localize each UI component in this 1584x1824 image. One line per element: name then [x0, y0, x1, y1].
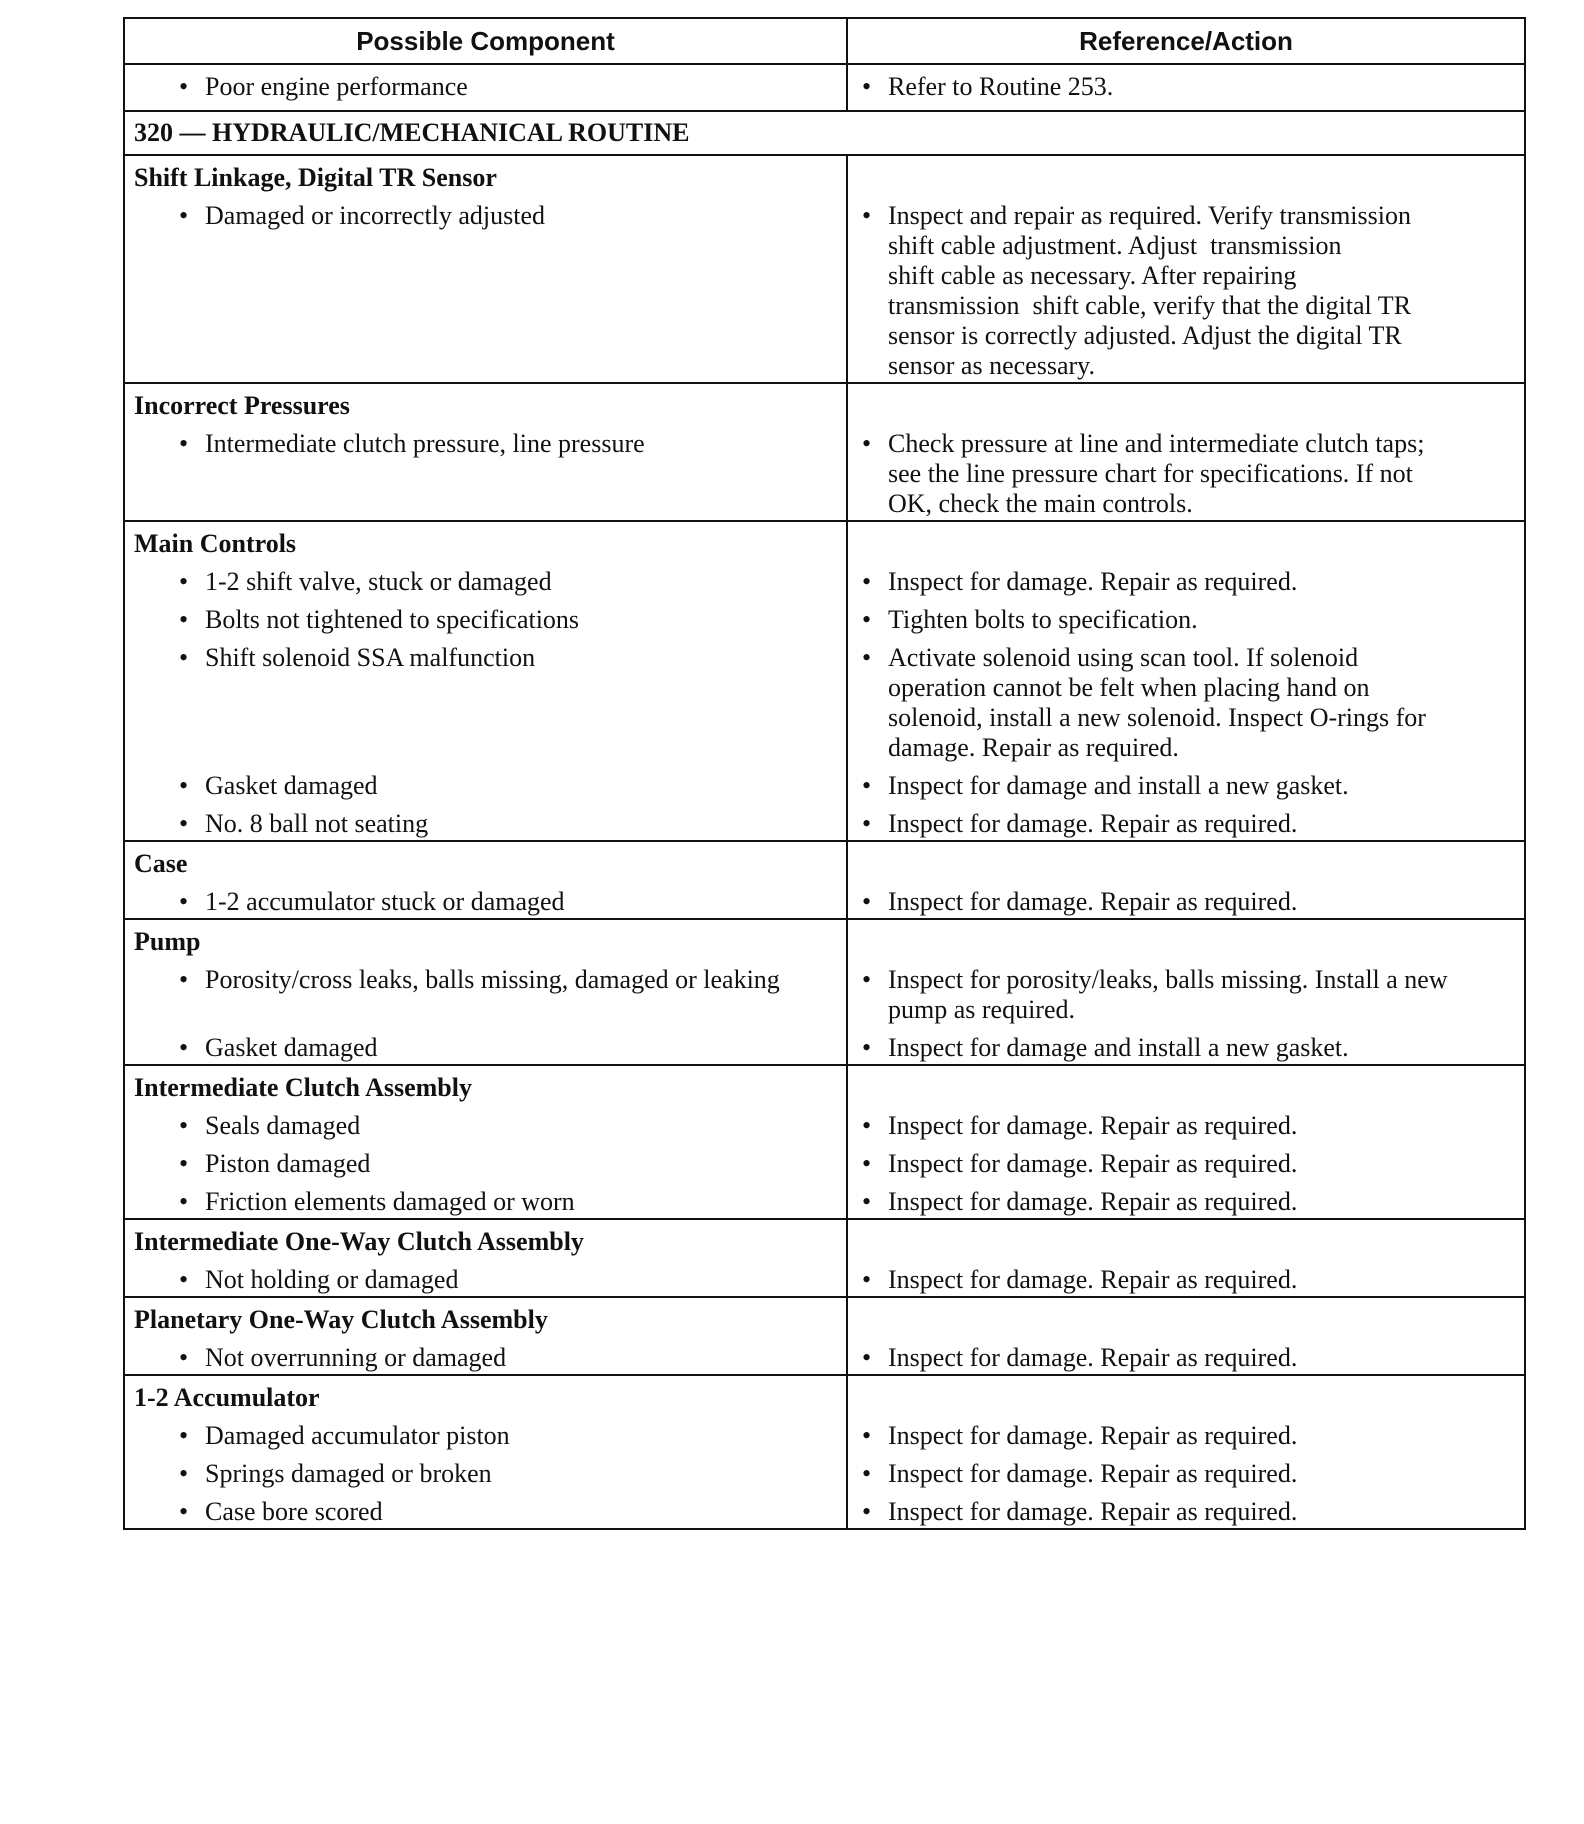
- title-spacer: [848, 522, 1524, 560]
- action-column: [848, 1376, 1524, 1528]
- bullet-icon: •: [862, 201, 872, 230]
- bullet-icon: •: [862, 1343, 872, 1372]
- component-item: [125, 422, 846, 520]
- component-text: Damaged accumulator piston: [205, 1421, 510, 1450]
- bullet-icon: •: [179, 605, 189, 634]
- action-line: Inspect for damage. Repair as required.: [888, 1265, 1298, 1294]
- action-line: OK, check the main controls.: [888, 489, 1193, 518]
- component-text: 1-2 accumulator stuck or damaged: [205, 887, 565, 916]
- section-title: Shift Linkage, Digital TR Sensor: [134, 163, 497, 192]
- component-column: [125, 920, 848, 1064]
- section-title: 1-2 Accumulator: [134, 1383, 320, 1412]
- bullet-icon: •: [179, 1497, 189, 1526]
- action-line: solenoid, install a new solenoid. Inspect O-rings for: [888, 703, 1426, 732]
- title-spacer: [848, 920, 1524, 958]
- bullet-icon: •: [862, 1265, 872, 1294]
- intro-action: [848, 65, 1524, 110]
- action-line: Inspect for damage and install a new gasket.: [888, 1033, 1349, 1062]
- action-item: [848, 802, 1524, 840]
- component-item: [125, 636, 846, 764]
- section-planetary-one-way-clutch-assembly: [125, 1298, 1524, 1376]
- component-item: [125, 880, 846, 918]
- action-item: [848, 1142, 1524, 1180]
- section-intermediate-one-way-clutch-assembly: [125, 1220, 1524, 1298]
- action-column: [848, 920, 1524, 1064]
- bullet-icon: •: [862, 1033, 872, 1062]
- action-line: operation cannot be felt when placing hand on: [888, 673, 1370, 702]
- bullet-icon: •: [179, 1421, 189, 1450]
- title-spacer: [848, 1298, 1524, 1336]
- action-line: Check pressure at line and intermediate clutch taps;: [888, 429, 1425, 458]
- intro-action-text: Refer to Routine 253.: [888, 72, 1114, 101]
- intro-row: [125, 65, 1524, 112]
- action-item: [848, 1026, 1524, 1064]
- bullet-icon: •: [179, 1459, 189, 1488]
- header-possible-component: Possible Component: [125, 19, 848, 63]
- title-spacer: [848, 1220, 1524, 1258]
- component-text: Intermediate clutch pressure, line pressure: [205, 429, 645, 458]
- bullet-icon: •: [862, 1421, 872, 1450]
- action-line: Inspect for damage. Repair as required.: [888, 567, 1298, 596]
- action-column: [848, 156, 1524, 382]
- title-spacer: [848, 1066, 1524, 1104]
- action-item: [848, 1180, 1524, 1218]
- action-line: Inspect for damage and install a new gasket.: [888, 771, 1349, 800]
- component-column: [125, 522, 848, 840]
- action-line: Inspect for damage. Repair as required.: [888, 1459, 1298, 1488]
- component-text: Shift solenoid SSA malfunction: [205, 643, 536, 672]
- section-title: Main Controls: [134, 529, 297, 558]
- action-column: [848, 522, 1524, 840]
- section-title: Pump: [134, 927, 201, 956]
- action-line: Inspect for damage. Repair as required.: [888, 1421, 1298, 1450]
- action-line: shift cable adjustment. Adjust transmission: [888, 231, 1342, 260]
- action-line: pump as required.: [888, 995, 1076, 1024]
- component-column: [125, 1220, 848, 1296]
- intro-component: [125, 65, 846, 110]
- component-item: [125, 1258, 846, 1296]
- bullet-icon: •: [179, 1111, 189, 1140]
- component-column: [125, 1298, 848, 1374]
- action-line: Activate solenoid using scan tool. If solenoid: [888, 643, 1359, 672]
- component-text: Gasket damaged: [205, 1033, 378, 1062]
- bullet-icon: •: [179, 771, 189, 800]
- action-line: sensor as necessary.: [888, 351, 1095, 380]
- action-item: [848, 764, 1524, 802]
- component-item: [125, 1452, 846, 1490]
- bullet-icon: •: [862, 1497, 872, 1526]
- component-item: [125, 560, 846, 598]
- component-text: Damaged or incorrectly adjusted: [205, 201, 546, 230]
- action-line: damage. Repair as required.: [888, 733, 1179, 762]
- component-text: Case bore scored: [205, 1497, 383, 1526]
- section-title: Intermediate Clutch Assembly: [134, 1073, 472, 1102]
- section-title: Intermediate One-Way Clutch Assembly: [134, 1227, 584, 1256]
- bullet-icon: •: [862, 567, 872, 596]
- section-intermediate-clutch-assembly: [125, 1066, 1524, 1220]
- component-item: [125, 598, 846, 636]
- sections-container: [125, 156, 1524, 1528]
- table-header: [125, 19, 1524, 65]
- component-text: Not overrunning or damaged: [205, 1343, 507, 1372]
- bullet-icon: •: [862, 429, 872, 458]
- component-item: [125, 194, 846, 382]
- action-line: Inspect for damage. Repair as required.: [888, 1111, 1298, 1140]
- action-item: [848, 636, 1524, 764]
- bullet-icon: •: [862, 1111, 872, 1140]
- component-item: [125, 1180, 846, 1218]
- bullet-icon: •: [179, 809, 189, 838]
- action-item: [848, 194, 1524, 382]
- bullet-icon: •: [862, 771, 872, 800]
- component-text: Piston damaged: [205, 1149, 371, 1178]
- bullet-icon: •: [179, 1265, 189, 1294]
- component-item: [125, 1104, 846, 1142]
- action-item: [848, 598, 1524, 636]
- component-column: [125, 1066, 848, 1218]
- component-item: [125, 802, 846, 840]
- section-1-2-accumulator: [125, 1376, 1524, 1528]
- header-reference-action: Reference/Action: [1079, 25, 1293, 56]
- action-line: Inspect for damage. Repair as required.: [888, 1343, 1298, 1372]
- title-spacer: [848, 156, 1524, 194]
- title-spacer: [848, 1376, 1524, 1414]
- action-column: [848, 1220, 1524, 1296]
- action-item: [848, 1336, 1524, 1374]
- bullet-icon: •: [179, 1033, 189, 1062]
- title-spacer: [848, 384, 1524, 422]
- action-line: Inspect for damage. Repair as required.: [888, 887, 1298, 916]
- component-item: [125, 1336, 846, 1374]
- bullet-icon: •: [179, 1187, 189, 1216]
- bullet-icon: •: [179, 1343, 189, 1372]
- bullet-icon: •: [862, 965, 872, 994]
- action-item: [848, 1104, 1524, 1142]
- action-column: [848, 1066, 1524, 1218]
- action-item: [848, 1490, 1524, 1528]
- bullet-icon: •: [179, 567, 189, 596]
- component-item: [125, 764, 846, 802]
- action-line: shift cable as necessary. After repairing: [888, 261, 1297, 290]
- bullet-icon: •: [179, 887, 189, 916]
- title-spacer: [848, 842, 1524, 880]
- bullet-icon: •: [862, 1149, 872, 1178]
- component-column: [125, 842, 848, 918]
- action-column: [848, 842, 1524, 918]
- component-text: Seals damaged: [205, 1111, 361, 1140]
- intro-component-text: Poor engine performance: [205, 72, 468, 101]
- component-column: [125, 156, 848, 382]
- action-line: Tighten bolts to specification.: [888, 605, 1198, 634]
- action-line: see the line pressure chart for specifications. If not: [888, 459, 1413, 488]
- component-text: Friction elements damaged or worn: [205, 1187, 575, 1216]
- action-column: [848, 1298, 1524, 1374]
- action-line: Inspect for damage. Repair as required.: [888, 1187, 1298, 1216]
- section-title: Planetary One-Way Clutch Assembly: [134, 1305, 548, 1334]
- component-item: [125, 1490, 846, 1528]
- bullet-icon: •: [179, 72, 189, 101]
- action-line: sensor is correctly adjusted. Adjust the digital TR: [888, 321, 1402, 350]
- action-item: [848, 1258, 1524, 1296]
- action-item: [848, 958, 1524, 1026]
- section-title: Incorrect Pressures: [134, 391, 350, 420]
- bullet-icon: •: [862, 1459, 872, 1488]
- component-text: Porosity/cross leaks, balls missing, damaged or leaking: [205, 965, 780, 994]
- component-text: Springs damaged or broken: [205, 1459, 492, 1488]
- section-title: Case: [134, 849, 188, 878]
- component-item: [125, 958, 846, 1026]
- bullet-icon: •: [862, 72, 872, 101]
- component-column: [125, 1376, 848, 1528]
- section-pump: [125, 920, 1524, 1066]
- bullet-icon: •: [179, 965, 189, 994]
- action-item: [848, 560, 1524, 598]
- component-item: [125, 1142, 846, 1180]
- component-text: Gasket damaged: [205, 771, 378, 800]
- component-text: No. 8 ball not seating: [205, 809, 429, 838]
- bullet-icon: •: [862, 1187, 872, 1216]
- component-item: [125, 1414, 846, 1452]
- component-column: [125, 384, 848, 520]
- action-line: Inspect for damage. Repair as required.: [888, 809, 1298, 838]
- action-column: [848, 384, 1524, 520]
- bullet-icon: •: [179, 643, 189, 672]
- action-item: [848, 880, 1524, 918]
- component-text: 1-2 shift valve, stuck or damaged: [205, 567, 552, 596]
- bullet-icon: •: [179, 201, 189, 230]
- action-line: Inspect and repair as required. Verify transmission: [888, 201, 1411, 230]
- section-shift-linkage-digital-tr-sensor: [125, 156, 1524, 384]
- bullet-icon: •: [179, 1149, 189, 1178]
- action-line: Inspect for porosity/leaks, balls missing. Install a new: [888, 965, 1448, 994]
- action-item: [848, 422, 1524, 520]
- section-incorrect-pressures: [125, 384, 1524, 522]
- component-text: Not holding or damaged: [205, 1265, 459, 1294]
- action-line: Inspect for damage. Repair as required.: [888, 1149, 1298, 1178]
- component-item: [125, 1026, 846, 1064]
- action-item: [848, 1452, 1524, 1490]
- section-main-controls: [125, 522, 1524, 842]
- component-text: Bolts not tightened to specifications: [205, 605, 580, 634]
- section-case: [125, 842, 1524, 920]
- routine-title: 320 — HYDRAULIC/MECHANICAL ROUTINE: [125, 112, 1524, 156]
- bullet-icon: •: [179, 429, 189, 458]
- action-item: [848, 1414, 1524, 1452]
- action-line: Inspect for damage. Repair as required.: [888, 1497, 1298, 1526]
- troubleshooting-table: [123, 17, 1526, 1530]
- bullet-icon: •: [862, 809, 872, 838]
- bullet-icon: •: [862, 643, 872, 672]
- action-line: transmission shift cable, verify that the digital TR: [888, 291, 1412, 320]
- bullet-icon: •: [862, 887, 872, 916]
- bullet-icon: •: [862, 605, 872, 634]
